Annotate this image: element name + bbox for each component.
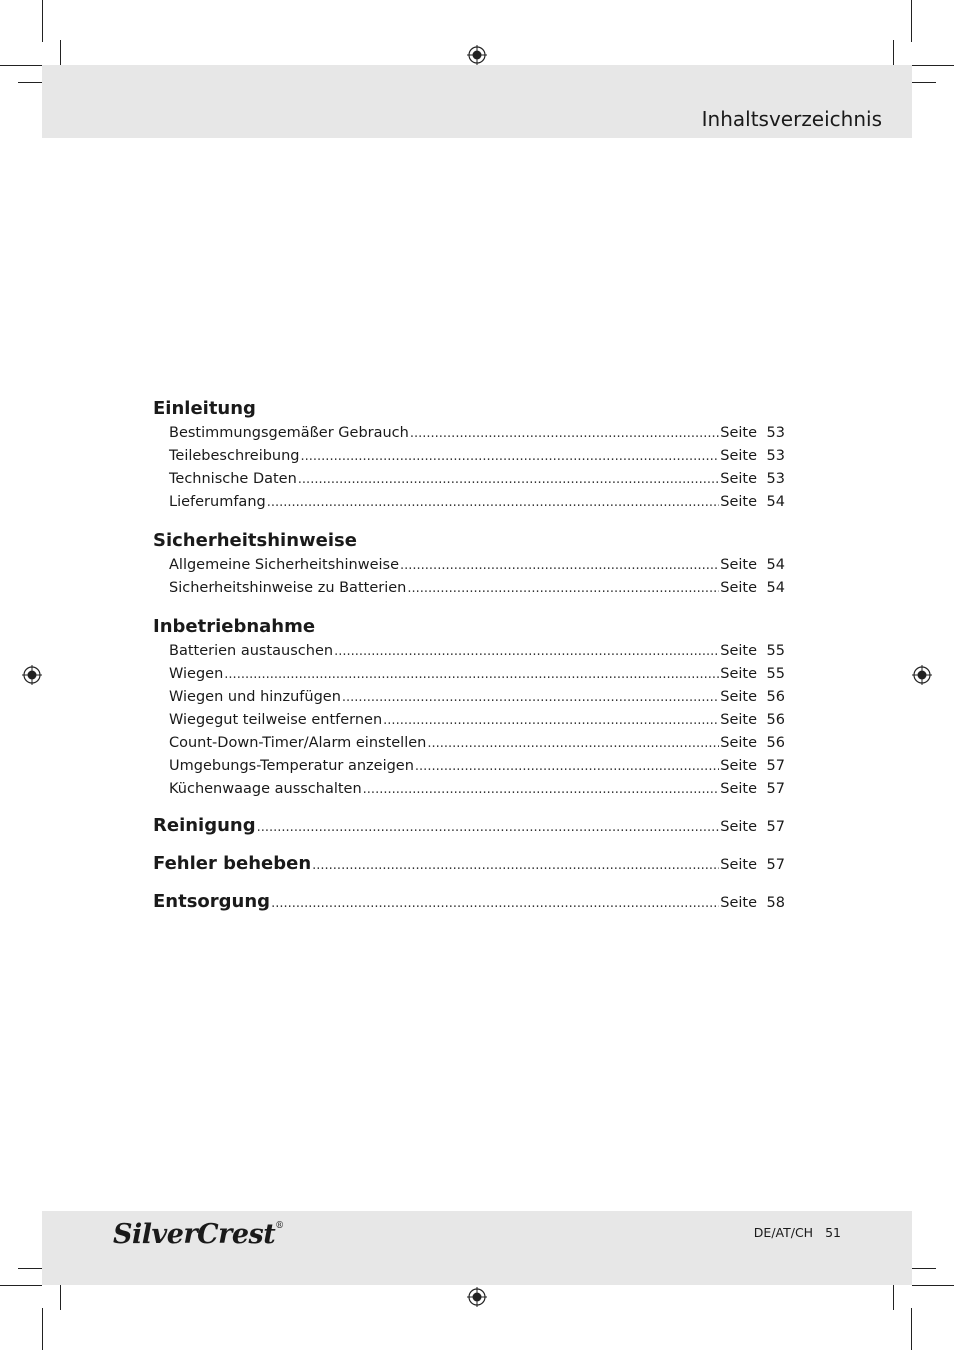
toc-section	[153, 853, 785, 877]
page-number: 57	[766, 819, 785, 835]
page-number: 54	[766, 494, 785, 510]
toc-page-ref	[720, 554, 785, 576]
toc-page-ref	[720, 577, 785, 599]
page-number: 53	[766, 425, 785, 441]
registered-mark: ®	[275, 1221, 284, 1231]
toc-entry[interactable]	[153, 709, 785, 732]
toc-section	[153, 815, 785, 839]
leader-dots	[410, 422, 719, 445]
toc-page-ref	[720, 854, 785, 876]
toc-page-ref	[720, 892, 785, 914]
leader-dots	[271, 892, 719, 915]
toc-entry-label: Küchenwaage ausschalten	[169, 781, 362, 797]
registration-mark-icon	[467, 45, 487, 65]
registration-mark-icon	[912, 665, 932, 685]
leader-dots	[298, 468, 719, 491]
page-word: Seite	[720, 666, 757, 682]
toc-entry[interactable]	[153, 422, 785, 445]
toc-heading-entry[interactable]	[153, 891, 785, 915]
toc-page-ref	[720, 686, 785, 708]
toc-page-ref	[720, 663, 785, 685]
page-word: Seite	[720, 557, 757, 573]
page-word: Seite	[720, 735, 757, 751]
footer-info	[754, 1225, 841, 1240]
toc-entry[interactable]	[153, 468, 785, 491]
toc-entry-label: Wiegegut teilweise entfernen	[169, 712, 383, 728]
toc-entry[interactable]	[153, 640, 785, 663]
page-word: Seite	[720, 758, 757, 774]
toc-entry[interactable]	[153, 732, 785, 755]
toc-entry-label: Allgemeine Sicherheitshinweise	[169, 557, 399, 573]
page-word: Seite	[720, 580, 757, 596]
leader-dots	[312, 854, 719, 877]
toc-section-heading: Einleitung	[153, 398, 256, 419]
toc-entry-label: Technische Daten	[169, 471, 297, 487]
toc-page-ref	[720, 755, 785, 777]
page-number: 57	[766, 758, 785, 774]
toc-entry-label: Wiegen und hinzufügen	[169, 689, 341, 705]
toc-entry-label: Umgebungs-Temperatur anzeigen	[169, 758, 414, 774]
page-word: Seite	[720, 819, 757, 835]
page-word: Seite	[720, 425, 757, 441]
leader-dots	[407, 577, 719, 600]
page-word: Seite	[720, 781, 757, 797]
page-number: 57	[766, 781, 785, 797]
crop-mark	[42, 1308, 43, 1350]
leader-dots	[224, 663, 719, 686]
toc-page-ref	[720, 422, 785, 444]
page-number-footer: 51	[825, 1225, 841, 1240]
toc-entry-label: Fehler beheben	[153, 853, 312, 874]
toc-heading-entry[interactable]	[153, 815, 785, 839]
toc-section	[153, 396, 785, 514]
toc-entry[interactable]	[153, 491, 785, 514]
toc-entry[interactable]	[153, 554, 785, 577]
toc-entry[interactable]	[153, 778, 785, 801]
brand-name: SilverCrest	[113, 1219, 276, 1250]
toc-heading-entry[interactable]	[153, 853, 785, 877]
toc-entry-label: Wiegen	[169, 666, 224, 682]
leader-dots	[334, 640, 719, 663]
crop-mark	[0, 65, 42, 66]
toc-page-ref	[720, 732, 785, 754]
toc-section	[153, 614, 785, 801]
crop-mark	[911, 1308, 912, 1350]
toc-entry-label: Count-Down-Timer/Alarm einstellen	[169, 735, 427, 751]
page-number: 54	[766, 557, 785, 573]
toc-page-ref	[720, 468, 785, 490]
toc-entry-label: Bestimmungsgemäßer Gebrauch	[169, 425, 409, 441]
toc-page-ref	[720, 491, 785, 513]
toc-entry-label: Batterien austauschen	[169, 643, 334, 659]
page-number: 53	[766, 448, 785, 464]
toc-entry[interactable]	[153, 445, 785, 468]
page-title: Inhaltsverzeichnis	[701, 107, 882, 131]
page-number: 55	[766, 666, 785, 682]
toc-page-ref	[720, 640, 785, 662]
toc-page-ref	[720, 709, 785, 731]
toc-page-ref	[720, 816, 785, 838]
page-word: Seite	[720, 494, 757, 510]
toc-entry-label: Lieferumfang	[169, 494, 266, 510]
page-word: Seite	[720, 471, 757, 487]
page-number: 57	[766, 857, 785, 873]
leader-dots	[342, 686, 719, 709]
crop-mark	[0, 1285, 42, 1286]
crop-mark	[912, 1285, 954, 1286]
toc-page-ref	[720, 445, 785, 467]
leader-dots	[267, 491, 720, 514]
leader-dots	[427, 732, 719, 755]
toc-entry-label: Sicherheitshinweise zu Batterien	[169, 580, 407, 596]
page-word: Seite	[720, 448, 757, 464]
page-word: Seite	[720, 689, 757, 705]
toc-section	[153, 528, 785, 600]
leader-dots	[363, 778, 720, 801]
brand-logo	[113, 1219, 284, 1250]
toc-entry[interactable]	[153, 755, 785, 778]
region-code: DE/AT/CH	[753, 1225, 814, 1240]
page-word: Seite	[720, 895, 757, 911]
leader-dots	[301, 445, 720, 468]
page-word: Seite	[720, 857, 757, 873]
registration-mark-icon	[22, 665, 42, 685]
page-word: Seite	[720, 712, 757, 728]
page-number: 56	[766, 689, 785, 705]
toc-section-heading: Sicherheitshinweise	[153, 530, 357, 551]
toc-entry[interactable]	[153, 663, 785, 686]
leader-dots	[415, 755, 719, 778]
leader-dots	[257, 816, 720, 839]
toc-section	[153, 891, 785, 915]
crop-mark	[911, 0, 912, 42]
registration-mark-icon	[467, 1287, 487, 1307]
crop-mark	[42, 0, 43, 42]
toc-entry[interactable]	[153, 577, 785, 600]
toc-page-ref	[720, 778, 785, 800]
toc-entry-label: Entsorgung	[153, 891, 271, 912]
crop-mark	[912, 65, 954, 66]
page-number: 54	[766, 580, 785, 596]
page-word: Seite	[720, 643, 757, 659]
leader-dots	[383, 709, 719, 732]
toc-entry-label: Teilebeschreibung	[169, 448, 300, 464]
toc-entry-label: Reinigung	[153, 815, 256, 836]
page-number: 56	[766, 735, 785, 751]
page-number: 53	[766, 471, 785, 487]
page-number: 58	[766, 895, 785, 911]
toc-section-heading: Inbetriebnahme	[153, 616, 316, 637]
leader-dots	[400, 554, 719, 577]
toc-entry[interactable]	[153, 686, 785, 709]
table-of-contents	[153, 396, 785, 929]
page-number: 56	[766, 712, 785, 728]
page-number: 55	[766, 643, 785, 659]
